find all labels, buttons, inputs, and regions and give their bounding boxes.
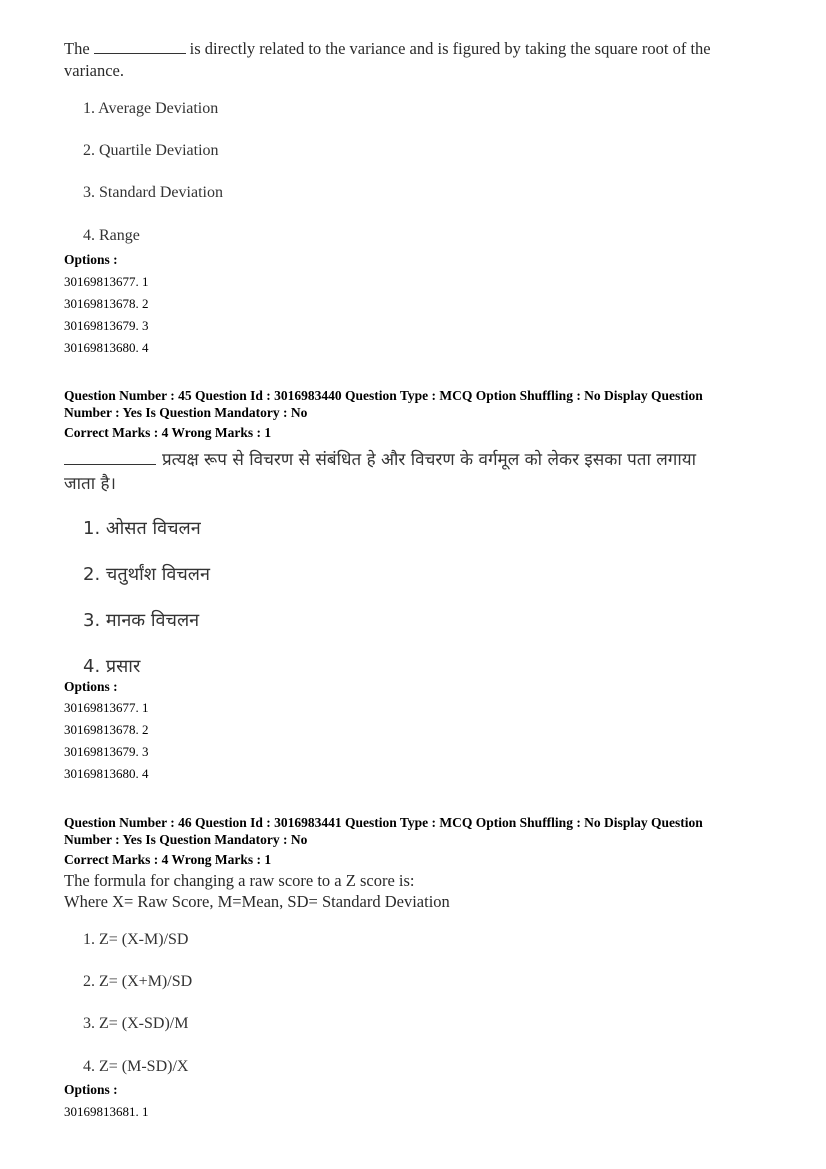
question-45-options-label: Options : (64, 679, 118, 694)
question-45-option-4: 4. प्रसार (83, 656, 141, 677)
question-46-option-2: 2. Z= (X+M)/SD (83, 973, 193, 990)
question-text-after: is directly related to the variance and is figured by taking the square root of the (189, 39, 711, 58)
answer-blank (64, 448, 156, 465)
question-44-option-4: 4. Range (83, 227, 140, 244)
question-45-text-line1 (64, 448, 696, 472)
question-45-option-id-3: 30169813679. 3 (64, 744, 149, 759)
question-44-text-line2: variance. (64, 61, 124, 80)
question-45-text-line2: जाता है। (64, 474, 116, 494)
question-46-marks: Correct Marks : 4 Wrong Marks : 1 (64, 852, 272, 867)
question-46-text-line1: The formula for changing a raw score to a Z score is: (64, 871, 415, 890)
question-45-option-2: 2. चतुर्थांश विचलन (83, 564, 211, 585)
question-45-meta-line1: Question Number : 45 Question Id : 3016983440 Question Type : MCQ Option Shuffling : No Display Question (64, 388, 703, 403)
question-46-option-4: 4. Z= (M-SD)/X (83, 1058, 189, 1075)
question-46-option-id-1: 30169813681. 1 (64, 1104, 149, 1119)
question-44-option-id-3: 30169813679. 3 (64, 318, 149, 333)
question-44-options-label: Options : (64, 252, 118, 267)
question-45-option-id-1: 30169813677. 1 (64, 700, 149, 715)
question-text: प्रत्यक्ष रूप से विचरण से संबंधित हे और विचरण के वर्गमूल को लेकर इसका पता लगाया (162, 450, 697, 470)
question-46-option-3: 3. Z= (X-SD)/M (83, 1015, 189, 1032)
question-45-option-3: 3. मानक विचलन (83, 610, 200, 631)
question-45-option-id-4: 30169813680. 4 (64, 766, 149, 781)
question-46-text-line2: Where X= Raw Score, M=Mean, SD= Standard Deviation (64, 892, 450, 911)
question-44-option-3: 3. Standard Deviation (83, 184, 223, 201)
question-45-marks: Correct Marks : 4 Wrong Marks : 1 (64, 425, 272, 440)
question-44-option-2: 2. Quartile Deviation (83, 142, 219, 159)
question-46-options-label: Options : (64, 1082, 118, 1097)
question-44-option-id-1: 30169813677. 1 (64, 274, 149, 289)
question-46-meta-line1: Question Number : 46 Question Id : 3016983441 Question Type : MCQ Option Shuffling : No Display Question (64, 815, 703, 830)
question-44-option-1: 1. Average Deviation (83, 100, 219, 117)
question-45-option-id-2: 30169813678. 2 (64, 722, 149, 737)
question-44-option-id-4: 30169813680. 4 (64, 340, 149, 355)
question-text-before: The (64, 39, 90, 58)
answer-blank (94, 39, 186, 54)
question-46-option-1: 1. Z= (X-M)/SD (83, 931, 189, 948)
question-44-text-line1 (64, 38, 711, 60)
question-45-option-1: 1. ओसत विचलन (83, 518, 201, 539)
question-44-option-id-2: 30169813678. 2 (64, 296, 149, 311)
question-45-meta-line2: Number : Yes Is Question Mandatory : No (64, 405, 308, 420)
question-46-meta-line2: Number : Yes Is Question Mandatory : No (64, 832, 308, 847)
